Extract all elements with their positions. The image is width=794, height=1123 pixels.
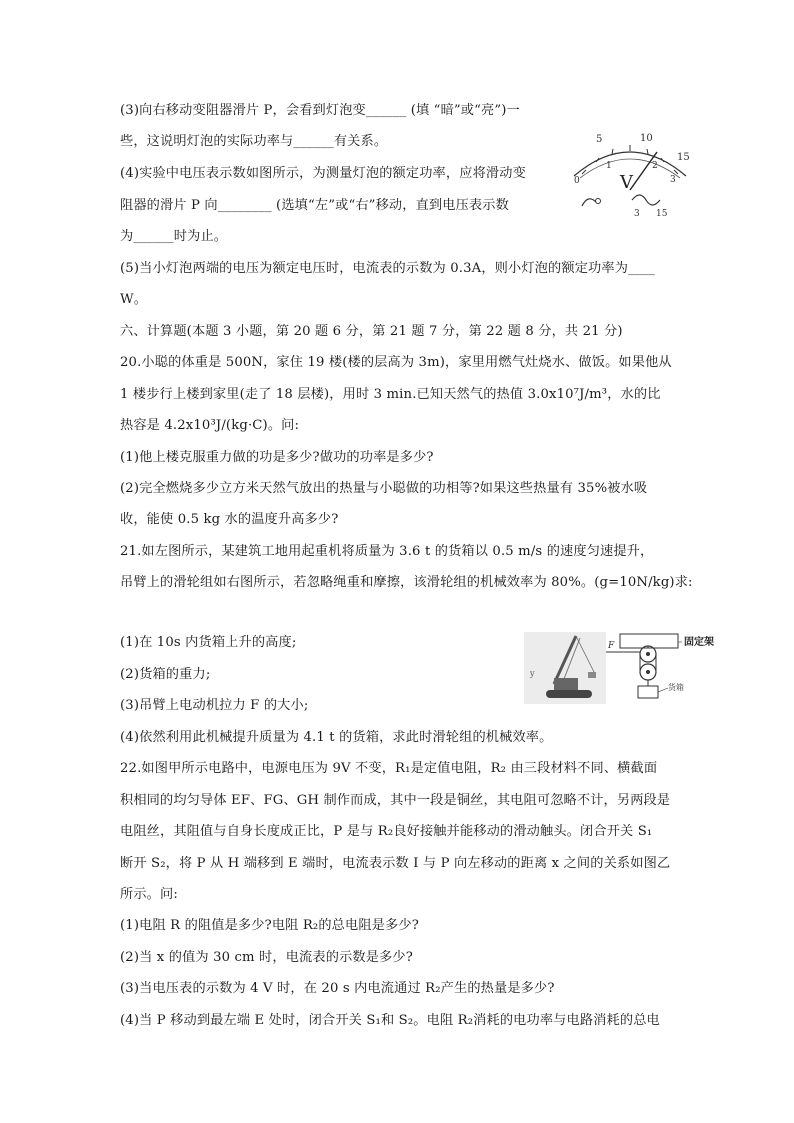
- text-line-23: 电阻丝，其阻值与自身长度成正比，P 是与 R₂良好接触并能移动的滑动触头。闭合开关 S₁: [120, 824, 653, 839]
- text-line-13: (2)完全燃烧多少立方米天然气放出的热量与小聪做的功相等?如果这些热量有 35%被水吸: [120, 481, 648, 496]
- cargo-label: 货箱: [668, 683, 684, 692]
- force-label: F: [608, 641, 615, 651]
- voltmeter-tick-3: 3: [670, 175, 676, 185]
- fixed-frame-label: 固定架: [684, 637, 714, 648]
- voltmeter-tick-10: 10: [640, 133, 653, 144]
- text-line-3: (4)实验中电压表示数如图所示，为测量灯泡的额定功率，应将滑动变: [120, 166, 526, 181]
- text-line-11: 热容是 4.2x10³J/(kg·C)。问:: [120, 418, 300, 433]
- section-heading: 六、计算题(本题 3 小题，第 20 题 6 分，第 21 题 7 分，第 22 题 8 分，共 21 分): [120, 324, 623, 339]
- text-line-28: (3)当电压表的示数为 4 V 时，在 20 s 内电流通过 R₂产生的热量是多少?: [120, 981, 555, 996]
- voltmeter-terminal-15: 15: [656, 209, 668, 218]
- text-line-18: (2)货箱的重力;: [120, 667, 211, 682]
- text-line-15: 21.如左图所示，某建筑工地用起重机将质量为 3.6 t 的货箱以 0.5 m/s 的速度匀速提升，: [120, 544, 654, 559]
- voltmeter-tick-1: 1: [606, 161, 612, 171]
- voltmeter-symbol: V: [620, 172, 633, 193]
- voltmeter-tick-5: 5: [596, 134, 603, 145]
- voltmeter-tick-0: 0: [574, 176, 580, 186]
- crane-figure: [524, 632, 606, 704]
- voltmeter-figure: [560, 128, 700, 218]
- text-line-2: 些，这说明灯泡的实际功率与______有关系。: [120, 134, 388, 149]
- text-line-19: (3)吊臂上电动机拉力 F 的大小;: [120, 698, 309, 713]
- text-line-1: (3)向右移动变阻器滑片 P，会看到灯泡变______ (填 “暗”或“亮”)一: [120, 103, 520, 118]
- text-line-6: (5)当小灯泡两端的电压为额定电压时，电流表的示数为 0.3A，则小灯泡的额定功率为____: [120, 261, 656, 276]
- voltmeter-terminal-3: 3: [634, 209, 640, 218]
- text-line-20: (4)依然利用此机械提升质量为 4.1 t 的货箱，求此时滑轮组的机械效率。: [120, 730, 553, 745]
- voltmeter-tick-2: 2: [652, 161, 658, 171]
- text-line-26: (1)电阻 R 的阻值是多少?电阻 R₂的总电阻是多少?: [120, 918, 419, 933]
- text-line-25: 所示。问:: [120, 887, 178, 902]
- text-line-7: W。: [120, 292, 148, 307]
- text-line-12: (1)他上楼克服重力做的功是多少?做功的功率是多少?: [120, 450, 434, 465]
- text-line-4: 阻器的滑片 P 向________ (选填“左”或“右”移动，直到电压表示数: [120, 198, 509, 213]
- pulley-figure: [606, 632, 730, 704]
- text-line-14: 收，能使 0.5 kg 水的温度升高多少?: [120, 512, 339, 527]
- text-line-27: (2)当 x 的值为 30 cm 时，电流表的示数是多少?: [120, 950, 413, 965]
- text-line-22: 积相同的均匀导体 EF、FG、GH 制作而成，其中一段是铜丝，其电阻可忽略不计，另两段是: [120, 793, 671, 808]
- text-line-10: 1 楼步行上楼到家里(走了 18 层楼)，用时 3 min.已知天然气的热值 3.0x10⁷J/m³，水的比: [120, 387, 661, 402]
- text-line-16: 吊臂上的滑轮组如右图所示，若忽略绳重和摩擦，该滑轮组的机械效率为 80%。(g=10N/kg)求:: [120, 575, 693, 590]
- text-line-29: (4)当 P 移动到最左端 E 处时，闭合开关 S₁和 S₂。电阻 R₂消耗的电功率与电路消耗的总电: [120, 1013, 660, 1028]
- text-line-24: 断开 S₂，将 P 从 H 端移到 E 端时，电流表示数 I 与 P 向左移动的距离 x 之间的关系如图乙: [120, 856, 671, 871]
- text-line-5: 为______时为止。: [120, 229, 228, 244]
- text-line-21: 22.如图甲所示电路中，电源电压为 9V 不变，R₁是定值电阻，R₂ 由三段材料不同、横截面: [120, 761, 658, 776]
- crane-label: y: [530, 669, 535, 678]
- text-line-17: (1)在 10s 内货箱上升的高度;: [120, 635, 297, 650]
- text-line-9: 20.小聪的体重是 500N，家住 19 楼(楼的层高为 3m)，家里用燃气灶烧水、做饭。如果他从: [120, 355, 672, 370]
- voltmeter-tick-15: 15: [677, 152, 690, 163]
